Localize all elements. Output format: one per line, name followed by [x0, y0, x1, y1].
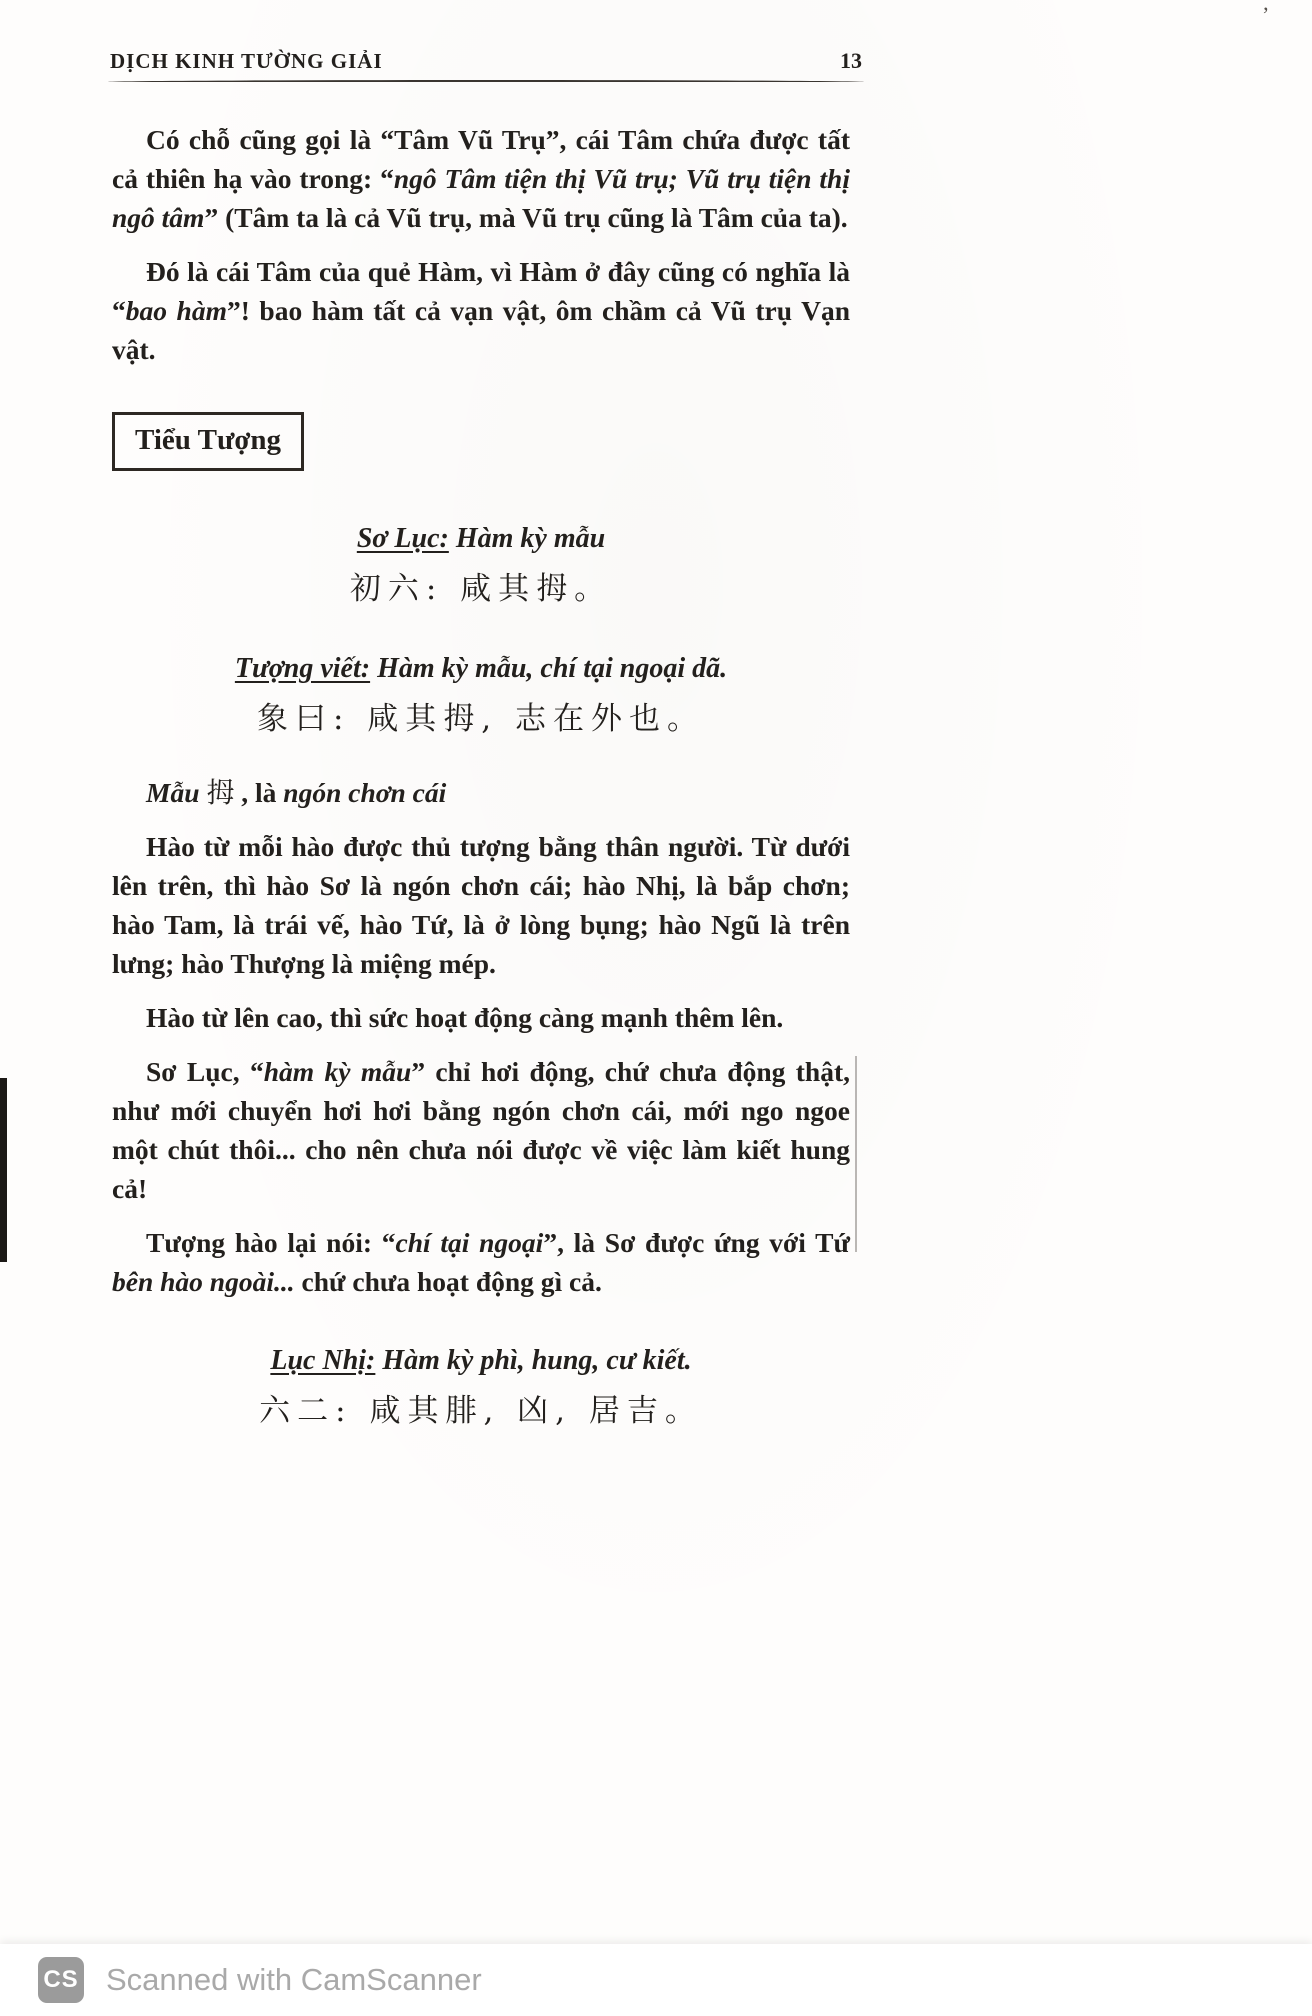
text-segment: Sơ Lục, “: [146, 1056, 264, 1087]
page-body: [112, 120, 850, 1431]
quote-vietnamese-line: [112, 519, 850, 558]
text-segment-italic: bao hàm: [125, 295, 227, 326]
text-segment: , là: [234, 777, 284, 808]
cjk-character: 拇: [206, 776, 235, 809]
quote-chinese-line: 初六: 咸其拇。: [349, 571, 613, 607]
quote-luc-nhi: [112, 1341, 850, 1431]
section-heading-box: [112, 412, 304, 471]
quote-rest: Hàm kỳ mẫu: [448, 523, 606, 554]
header-rule: [108, 80, 864, 82]
quote-chinese-line: 象曰: 咸其拇, 志在外也。: [256, 701, 705, 737]
quote-lead: Sơ Lục:: [356, 523, 449, 554]
text-segment: ” (Tâm ta là cả Vũ trụ, mà Vũ trụ cũng là Tâm của ta).: [204, 202, 848, 233]
quote-chinese-line: 六二: 咸其腓, 凶, 居吉。: [259, 1393, 703, 1429]
quote-rest: Hàm kỳ phì, hung, cư kiết.: [375, 1345, 692, 1376]
camscanner-footer: [0, 1944, 1312, 2016]
quote-lead: Lục Nhị:: [270, 1345, 376, 1376]
text-segment: ”! bao hàm tất cả vạn vật, ôm chầm cả Vũ trụ Vạn vật.: [112, 295, 850, 365]
text-segment: Tượng hào lại nói: “: [146, 1227, 396, 1258]
camscanner-watermark-text: Scanned with CamScanner: [106, 1962, 482, 1997]
scan-speck: ’: [1262, 2, 1270, 27]
text-segment: Hào từ lên cao, thì sức hoạt động càng mạnh thêm lên.: [146, 1002, 784, 1033]
text-segment-italic: Mẫu: [146, 777, 207, 808]
text-segment-italic: ngón chơn cái: [283, 777, 447, 808]
text-segment: Đó là cái Tâm của quẻ Hàm, vì Hàm ở đây cũng có nghĩa là “: [112, 256, 850, 326]
text-segment-italic: ngô Tâm tiện thị Vũ trụ; Vũ trụ tiện thị ngô tâm: [112, 163, 850, 233]
camscanner-logo-icon: CS: [38, 1957, 84, 2003]
text-segment-italic: hàm kỳ mẫu: [263, 1056, 412, 1087]
paragraph-hao-tu-len-cao: [112, 998, 850, 1037]
paragraph-bao-ham: [112, 252, 850, 369]
text-segment: Hào từ mỗi hào được thủ tượng bằng thân người. Từ dưới lên trên, thì hào Sơ là ngón chơn cái; hào Nhị, là bắp chơn; hào Tam, là trái vế, hào Tứ, là ở lòng bụng; hào Ngũ là trên lưng; hào Thượng là miệng mép.: [112, 831, 850, 979]
text-segment: Có chỗ cũng gọi là “Tâm Vũ Trụ”, cái Tâm chứa được tất cả thiên hạ vào trong: “: [112, 124, 850, 194]
quote-vietnamese-line: [112, 1341, 850, 1380]
text-segment: ”, là Sơ được ứng với Tứ: [543, 1227, 850, 1258]
quote-vietnamese-line: [112, 649, 850, 688]
quote-lead: Tượng viết:: [234, 653, 371, 684]
quote-rest: Hàm kỳ mẫu, chí tại ngoại dã.: [370, 653, 728, 684]
paragraph-mau-definition: [112, 773, 850, 812]
scan-artifact-left-bar: [0, 1078, 7, 1262]
book-title: DỊCH KINH TƯỜNG GIẢI: [110, 49, 383, 73]
paragraph-hao-tu-body: [112, 827, 850, 983]
page-number: 13: [840, 48, 862, 73]
text-segment: chứ chưa hoạt động gì cả.: [294, 1266, 602, 1297]
text-segment-italic: bên hào ngoài...: [112, 1266, 295, 1297]
running-header: [110, 48, 862, 74]
paragraph-tam-vu-tru: [112, 120, 850, 237]
paragraph-so-luc-explanation: [112, 1052, 850, 1208]
quote-tuong-viet: [112, 649, 850, 739]
paragraph-tuong-hao: [112, 1223, 850, 1301]
text-segment: ” chỉ hơi động, chứ chưa động thật, như mới chuyển hơi hơi bằng ngón chơn cái, mới ngo ngoe một chút thôi... cho nên chưa nói được về việc làm kiết hung cả!: [112, 1056, 851, 1204]
quote-so-luc: [112, 519, 850, 609]
text-segment-italic: chí tại ngoại: [395, 1227, 544, 1258]
section-heading-label: Tiểu Tượng: [135, 424, 282, 456]
scan-artifact-page-edge: [855, 1056, 857, 1252]
